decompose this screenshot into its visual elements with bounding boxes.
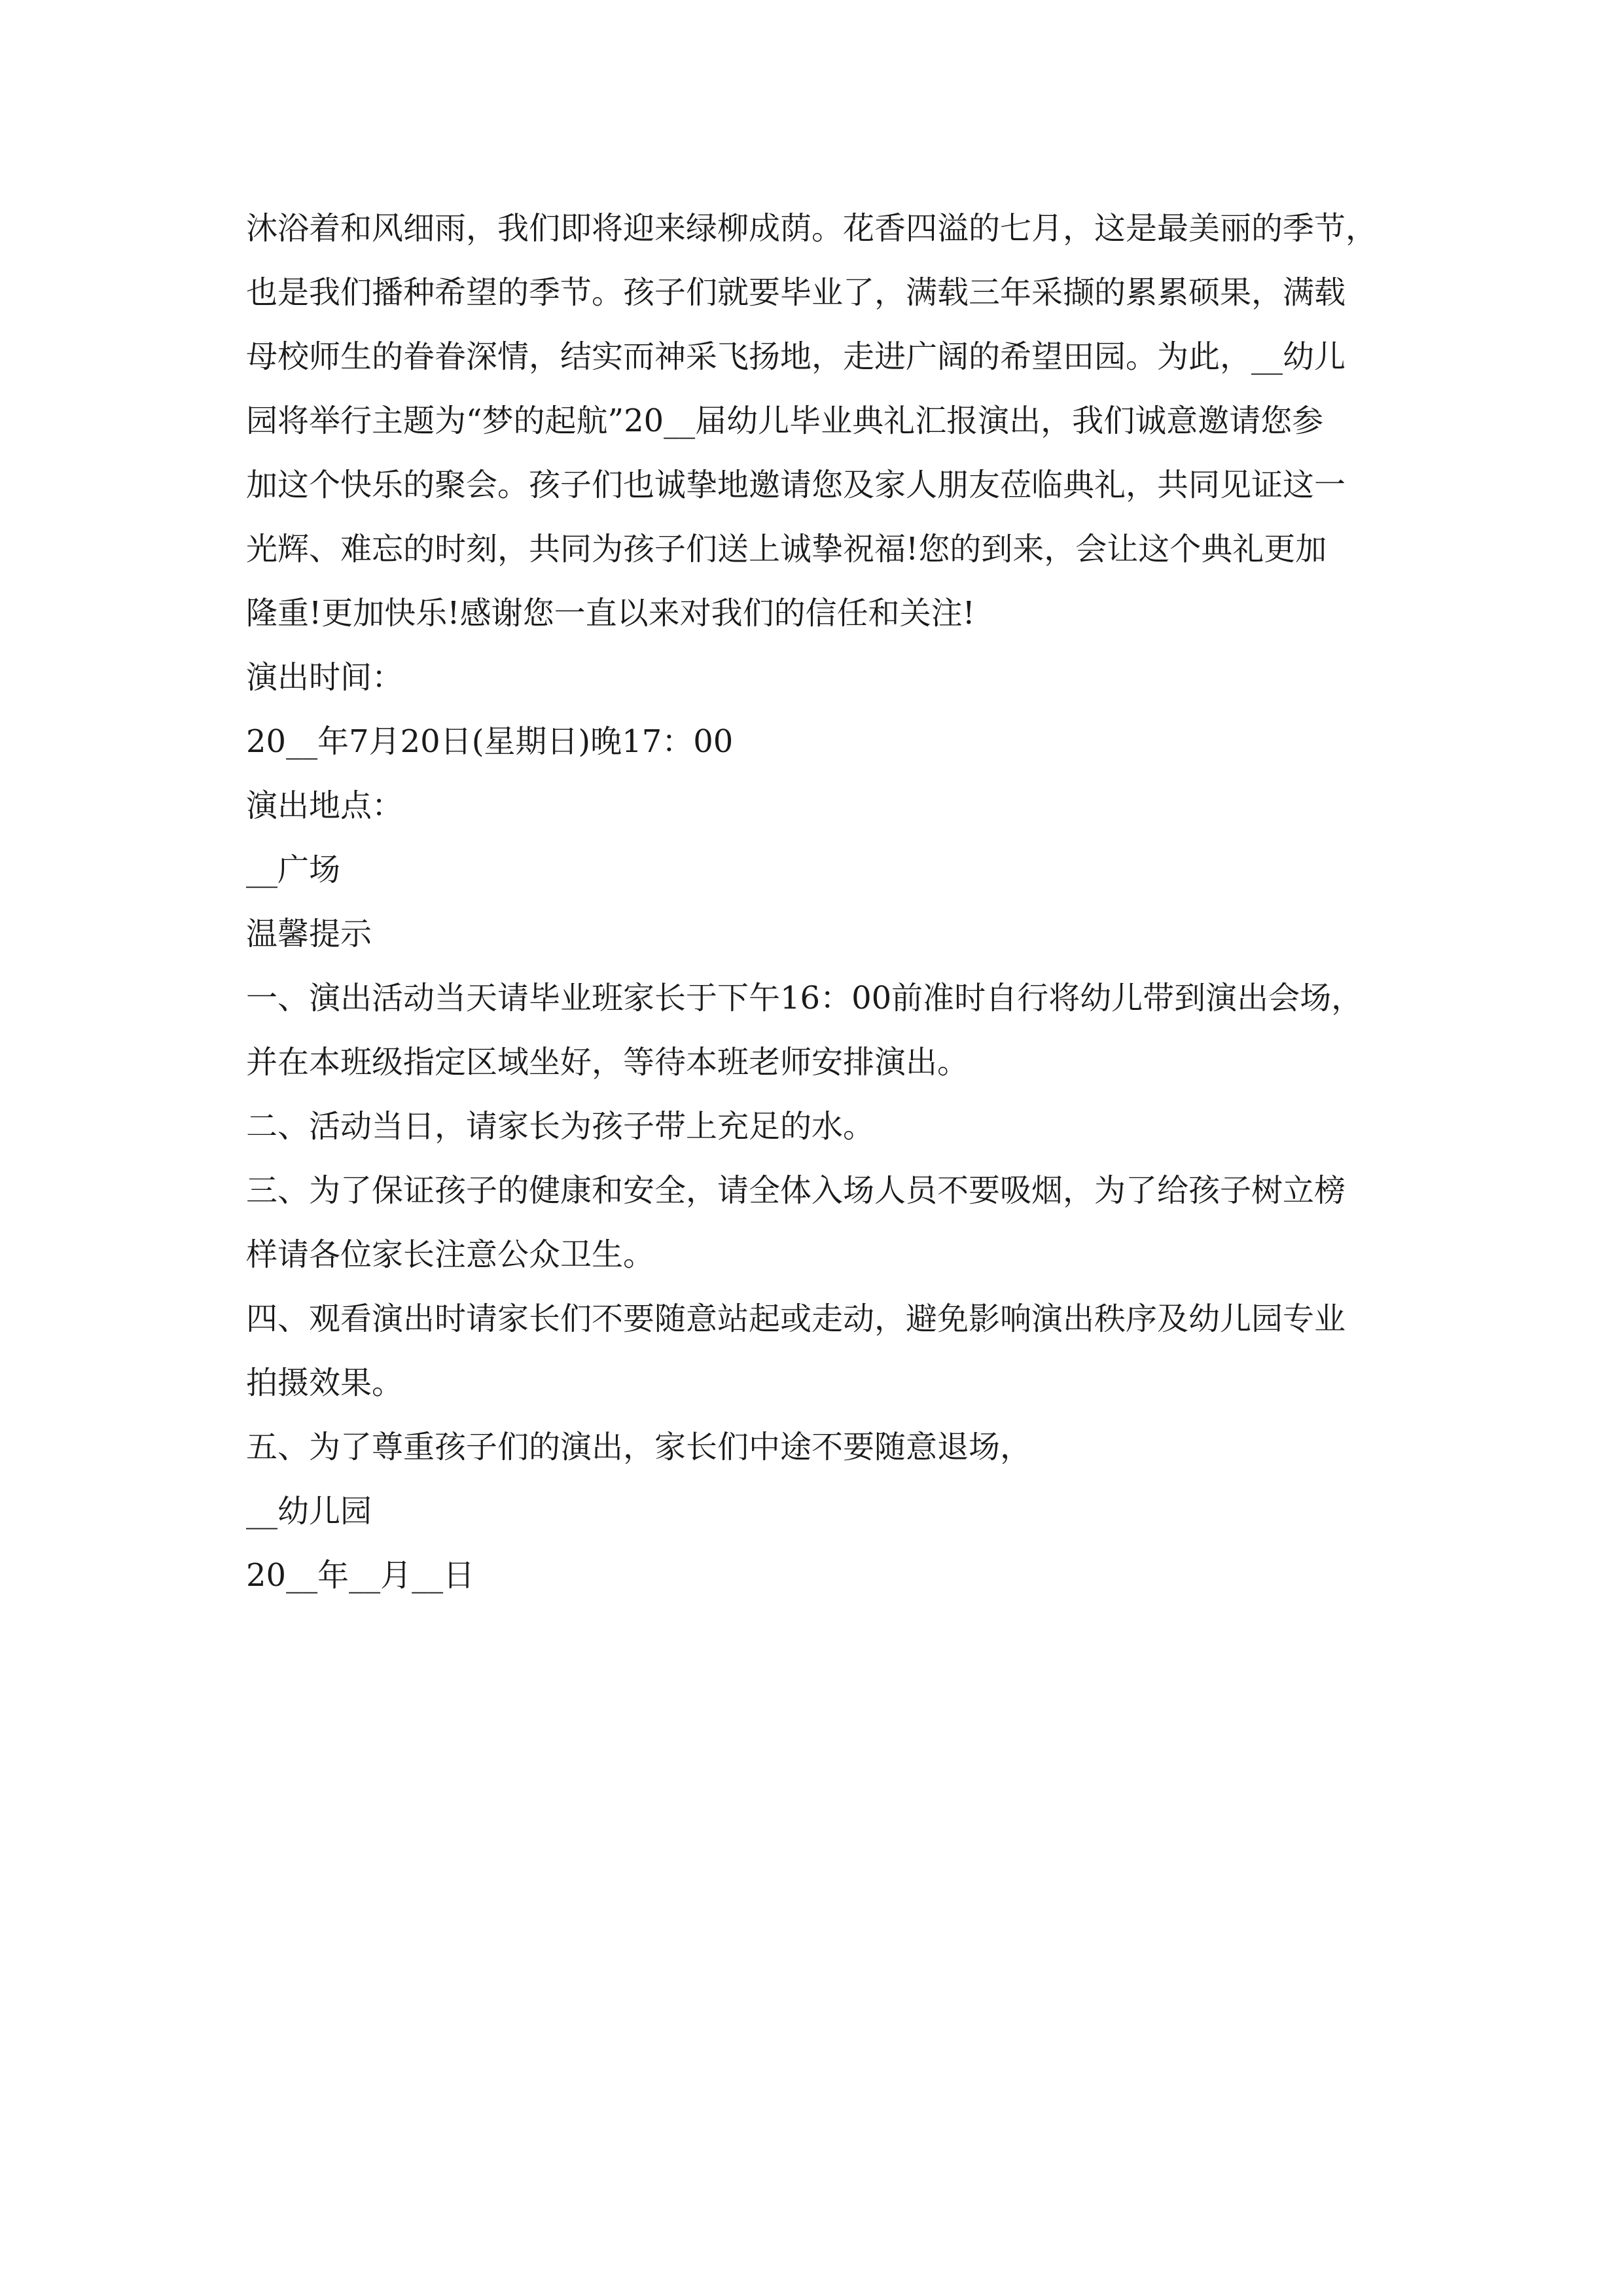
place-value: __广场 (246, 852, 341, 888)
intro-line: 隆重!更加快乐!感谢您一直以来对我们的信任和关注! (246, 595, 975, 632)
intro-line: 园将举行主题为“梦的起航”20__届幼儿毕业典礼汇报演出，我们诚意邀请您参 (246, 403, 1324, 439)
intro-line: 母校师生的眷眷深情，结实而神采飞扬地，走进广阔的希望田园。为此，__幼儿 (246, 338, 1346, 375)
signature-date: 20__年__月__日 (246, 1557, 475, 1594)
intro-line: 也是我们播种希望的季节。孩子们就要毕业了，满载三年采撷的累累硕果，满载 (246, 274, 1346, 311)
tip-line: 五、为了尊重孩子们的演出，家长们中途不要随意退场， (246, 1429, 1032, 1465)
signature: __幼儿园 (246, 1493, 372, 1530)
document-body (246, 196, 1424, 1607)
tip-line: 拍摄效果。 (246, 1365, 404, 1401)
intro-line: 沐浴着和风细雨，我们即将迎来绿柳成荫。花香四溢的七月，这是最美丽的季节， (246, 210, 1378, 247)
place-label: 演出地点： (246, 787, 404, 824)
tips-heading: 温馨提示 (246, 916, 372, 952)
tip-line: 样请各位家长注意公众卫生。 (246, 1236, 655, 1273)
tip-line: 三、为了保证孩子的健康和安全，请全体入场人员不要吸烟，为了给孩子树立榜 (246, 1172, 1346, 1209)
tip-line: 一、演出活动当天请毕业班家长于下午16：00前准时自行将幼儿带到演出会场， (246, 980, 1363, 1016)
time-value: 20__年7月20日(星期日)晚17：00 (246, 723, 734, 760)
tip-line: 二、活动当日，请家长为孩子带上充足的水。 (246, 1108, 875, 1145)
tip-line: 并在本班级指定区域坐好，等待本班老师安排演出。 (246, 1044, 969, 1081)
intro-line: 加这个快乐的聚会。孩子们也诚挚地邀请您及家人朋友莅临典礼，共同见证这一 (246, 467, 1346, 503)
time-label: 演出时间： (246, 659, 404, 696)
intro-line: 光辉、难忘的时刻，共同为孩子们送上诚挚祝福!您的到来，会让这个典礼更加 (246, 531, 1327, 567)
tip-line: 四、观看演出时请家长们不要随意站起或走动，避免影响演出秩序及幼儿园专业 (246, 1300, 1346, 1337)
